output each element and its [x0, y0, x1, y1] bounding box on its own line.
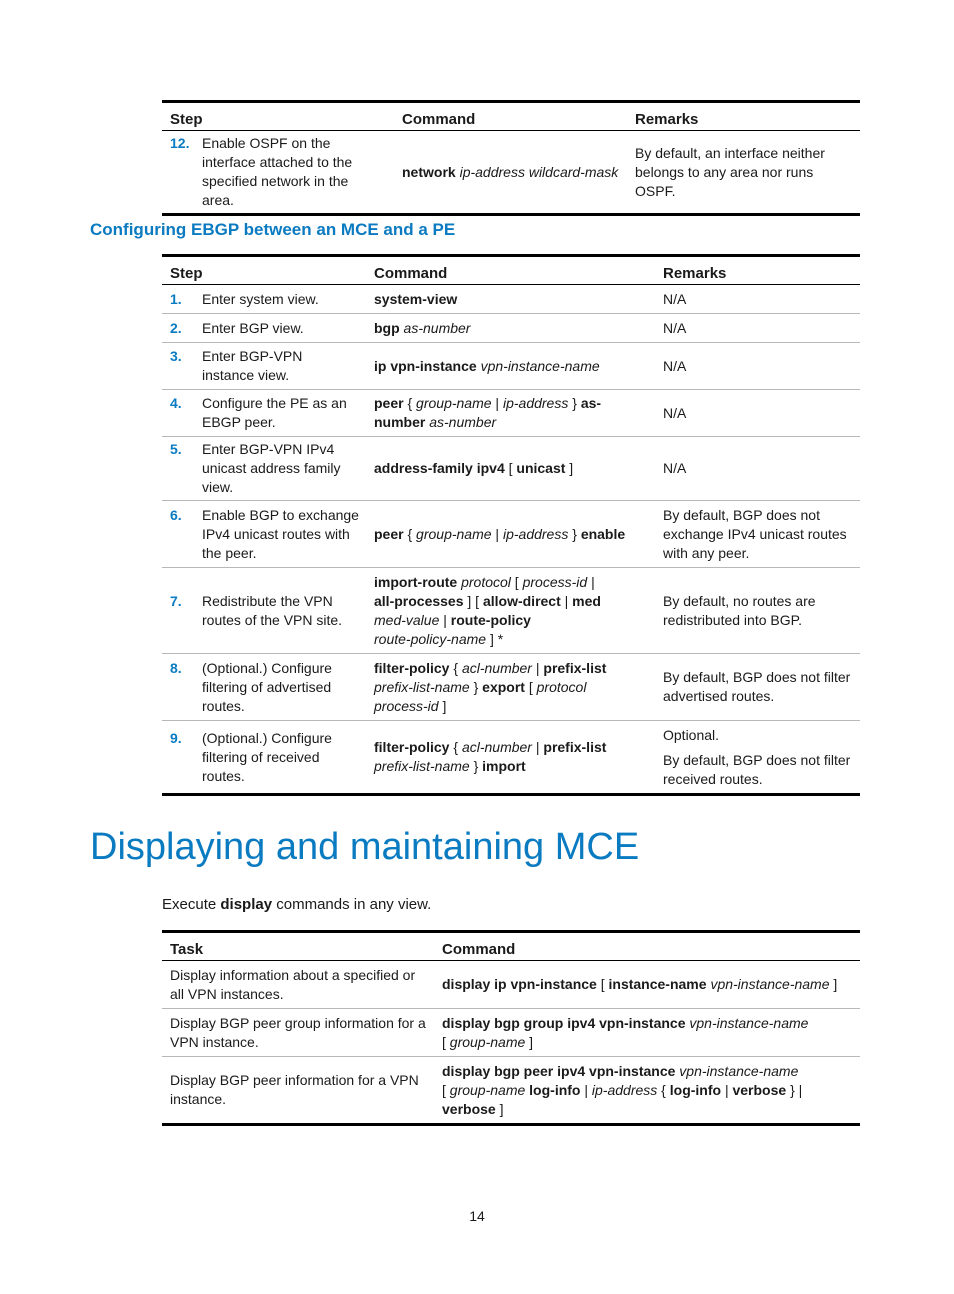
cmd-keyword: display bgp group ipv4 vpn-instance	[442, 1014, 686, 1031]
command-cell: filter-policy { acl-number | prefix-list prefix-list-name } import	[366, 721, 655, 795]
cmd-keyword: route-policy	[450, 611, 531, 628]
command-cell	[366, 285, 655, 314]
cmd-argument: as-number	[429, 414, 497, 430]
intro-text: Execute	[162, 896, 221, 913]
step-number: 1.	[170, 290, 182, 307]
table-row	[162, 654, 860, 721]
cmd-argument: protocol	[461, 573, 511, 590]
step-number: 4.	[170, 395, 182, 411]
header-command: Command	[394, 102, 627, 131]
cmd-keyword: allow-direct	[482, 592, 561, 609]
cmd-argument: group-name	[449, 1033, 526, 1050]
cmd-argument: protocol	[536, 678, 587, 695]
step-cell	[162, 131, 394, 215]
cmd-keyword: as-number	[374, 395, 602, 430]
remarks-cell: N/A	[655, 314, 860, 343]
cmd-argument: ip-address wildcard-mask	[459, 163, 619, 180]
remarks-cell: N/A	[655, 437, 860, 501]
cmd-keyword: address-family ipv4	[374, 460, 505, 476]
table-row	[162, 961, 860, 1009]
remarks-cell: N/A	[655, 343, 860, 390]
step-text: Enter system view.	[202, 290, 319, 307]
page-number: 14	[469, 1208, 485, 1224]
task-cell: Display BGP peer information for a VPN instance.	[162, 1057, 434, 1125]
command-cell: peer { group-name | ip-address } as-number as-number	[366, 390, 655, 437]
header-command: Command	[366, 256, 655, 285]
command-cell: display bgp group ipv4 vpn-instance vpn-instance-name [ group-name ]	[434, 1009, 860, 1057]
table-row	[162, 721, 860, 795]
cmd-argument: ip-address	[591, 1081, 658, 1098]
cmd-argument: process-id	[374, 697, 439, 714]
cmd-keyword: filter-policy	[374, 659, 450, 676]
cmd-keyword: med	[572, 592, 601, 609]
header-remarks: Remarks	[627, 102, 860, 131]
cmd-keyword: display bgp peer ipv4 vpn-instance	[442, 1062, 676, 1079]
ebgp-step-table	[162, 254, 860, 796]
remarks-line: Optional.	[663, 726, 720, 743]
remarks-cell: By default, BGP does not exchange IPv4 unicast routes with any peer.	[655, 501, 860, 568]
command-cell: import-route protocol [ process-id | all-processes ] [ allow-direct | med med-value | route-policy route-policy-name ] *	[366, 568, 655, 654]
cmd-keyword: network	[402, 163, 456, 180]
intro-keyword: display	[220, 896, 273, 913]
step-number: 2.	[170, 319, 182, 336]
cmd-keyword: unicast	[516, 460, 566, 476]
cmd-keyword: prefix-list	[543, 739, 607, 755]
cmd-argument: acl-number	[461, 659, 532, 676]
cmd-argument: vpn-instance-name	[679, 1062, 799, 1079]
table-row	[162, 390, 860, 437]
table-row	[162, 1057, 860, 1125]
cmd-keyword: verbose	[732, 1081, 787, 1098]
step-number: 7.	[170, 592, 182, 609]
cmd-argument: med-value	[374, 611, 440, 628]
cmd-argument: prefix-list-name	[374, 758, 470, 774]
table-header-row	[162, 932, 860, 961]
cmd-keyword: filter-policy	[374, 739, 450, 755]
remarks-cell: By default, no routes are redistributed into BGP.	[655, 568, 860, 654]
remarks-cell: N/A	[655, 285, 860, 314]
cmd-keyword: bgp	[374, 319, 400, 336]
table-row	[162, 314, 860, 343]
page-title: Displaying and maintaining MCE	[90, 826, 640, 868]
command-cell: peer { group-name | ip-address } enable	[366, 501, 655, 568]
header-remarks: Remarks	[655, 256, 860, 285]
step-text: Enable OSPF on the interface attached to the specified network in the area.	[202, 135, 353, 208]
intro-paragraph	[162, 896, 431, 913]
step-text: Enable BGP to exchange IPv4 unicast routes with the peer.	[202, 506, 359, 561]
step-number: 8.	[170, 659, 182, 676]
command-cell	[366, 343, 655, 390]
table-header-row	[162, 256, 860, 285]
step-number: 3.	[170, 348, 182, 364]
header-step: Step	[162, 102, 394, 131]
step-text: Enter BGP-VPN instance view.	[202, 348, 303, 383]
command-cell	[366, 314, 655, 343]
table-header-row	[162, 102, 860, 131]
command-cell	[394, 131, 627, 215]
cmd-keyword: log-info	[529, 1081, 581, 1098]
step-text: Enter BGP-VPN IPv4 unicast address family view.	[202, 441, 341, 495]
cmd-keyword: all-processes	[374, 592, 464, 609]
step-number: 5.	[170, 441, 182, 457]
table-row	[162, 131, 860, 215]
cmd-argument: as-number	[403, 319, 471, 336]
cmd-argument: group-name	[449, 1081, 526, 1098]
cmd-argument: group-name	[416, 525, 492, 542]
cmd-argument: vpn-instance-name	[480, 357, 600, 374]
step-text: Redistribute the VPN routes of the VPN site.	[202, 592, 343, 628]
step-number: 9.	[170, 729, 182, 746]
table-row	[162, 1009, 860, 1057]
command-cell: display ip vpn-instance [ instance-name vpn-instance-name ]	[434, 961, 860, 1009]
cmd-keyword: instance-name	[608, 976, 707, 992]
remarks-cell: By default, BGP does not filter advertised routes.	[655, 654, 860, 721]
cmd-argument: process-id	[522, 573, 588, 590]
command-cell: address-family ipv4 [ unicast ]	[366, 437, 655, 501]
cmd-keyword: log-info	[669, 1081, 722, 1098]
cmd-argument: ip-address	[502, 395, 569, 411]
command-cell: display bgp peer ipv4 vpn-instance vpn-instance-name [ group-name log-info | ip-address { log-info | verbose } | verbose ]	[434, 1057, 860, 1125]
cmd-argument: prefix-list-name	[374, 678, 470, 695]
cmd-keyword: enable	[580, 525, 626, 542]
step-number: 6.	[170, 506, 182, 523]
cmd-keyword: verbose	[442, 1100, 496, 1117]
display-command-table	[162, 930, 860, 1126]
table-row	[162, 343, 860, 390]
remarks-line: By default, BGP does not filter received routes.	[663, 751, 851, 787]
cmd-keyword: ip vpn-instance	[374, 357, 477, 374]
table-row	[162, 285, 860, 314]
remarks-cell: By default, an interface neither belongs to any area nor runs OSPF.	[627, 131, 860, 215]
header-command: Command	[434, 932, 860, 961]
step-text: Configure the PE as an EBGP peer.	[202, 395, 347, 430]
task-cell: Display BGP peer group information for a VPN instance.	[162, 1009, 434, 1057]
remarks-cell: N/A	[655, 390, 860, 437]
cmd-keyword: system-view	[374, 290, 458, 307]
cmd-keyword: display ip vpn-instance	[442, 976, 597, 992]
cmd-keyword: export	[482, 678, 525, 695]
step-number: 12.	[170, 135, 190, 151]
step-text: (Optional.) Configure filtering of advertised routes.	[202, 659, 332, 714]
section-heading: Configuring EBGP between an MCE and a PE	[90, 220, 456, 239]
cmd-keyword: prefix-list	[543, 659, 607, 676]
ospf-step-table	[162, 100, 860, 216]
cmd-keyword: import	[482, 758, 526, 774]
cmd-argument: ip-address	[502, 525, 569, 542]
intro-text: commands in any view.	[272, 896, 432, 913]
cmd-argument: acl-number	[461, 739, 532, 755]
table-row	[162, 568, 860, 654]
step-text: Enter BGP view.	[202, 319, 304, 336]
header-step: Step	[162, 256, 366, 285]
cmd-argument: vpn-instance-name	[689, 1014, 809, 1031]
cmd-argument: group-name	[416, 395, 492, 411]
step-text: (Optional.) Configure filtering of received routes.	[202, 729, 332, 784]
cmd-keyword: peer	[374, 395, 404, 411]
cmd-argument: route-policy-name	[374, 630, 487, 647]
command-cell: filter-policy { acl-number | prefix-list prefix-list-name } export [ protocol process-id ]	[366, 654, 655, 721]
table-row	[162, 437, 860, 501]
cmd-argument: vpn-instance-name	[710, 976, 830, 992]
cmd-keyword: peer	[374, 525, 404, 542]
header-task: Task	[162, 932, 434, 961]
table-row	[162, 501, 860, 568]
cmd-keyword: import-route	[374, 573, 458, 590]
remarks-cell	[655, 721, 860, 795]
task-cell: Display information about a specified or all VPN instances.	[162, 961, 434, 1009]
